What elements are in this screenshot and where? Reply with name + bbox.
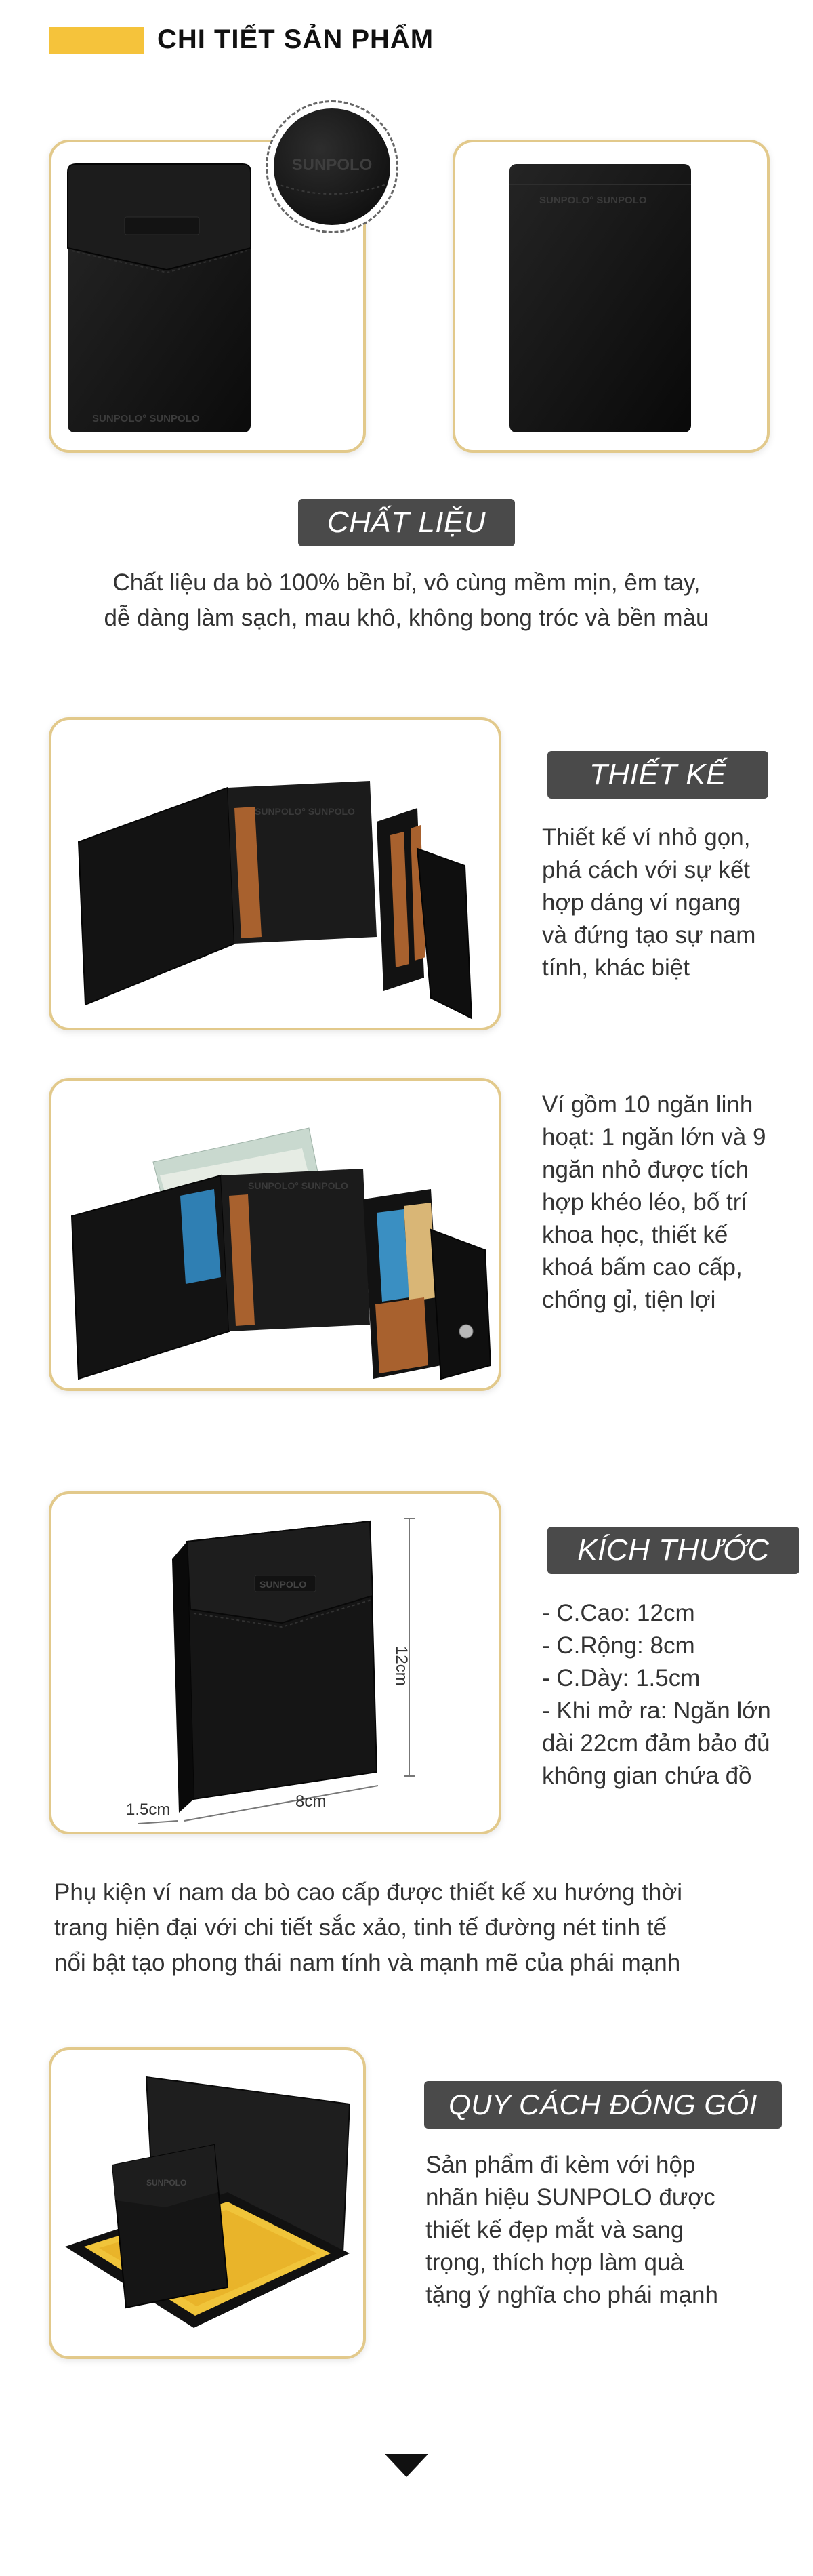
wallet-open-photo — [49, 717, 501, 1030]
triangle-down-icon[interactable] — [385, 2454, 428, 2477]
gift-box-photo — [49, 2047, 366, 2359]
dimension-depth-label: 1.5cm — [126, 1800, 171, 1819]
design-line: Thiết kế ví nhỏ gọn, — [542, 824, 751, 851]
size-line: không gian chứa đồ — [542, 1763, 752, 1789]
compartments-line: ngăn nhỏ được tích — [542, 1156, 749, 1183]
compartments-line: hoạt: 1 ngăn lớn và 9 — [542, 1124, 766, 1150]
packaging-label: QUY CÁCH ĐÓNG GÓI — [424, 2081, 782, 2129]
compartments-description — [542, 1089, 793, 1316]
packaging-description — [425, 2149, 791, 2312]
summary-line: Phụ kiện ví nam da bò cao cấp được thiết kế xu hướng thời — [54, 1879, 683, 1906]
wallet-back-photo — [453, 140, 770, 453]
leather-zoom-circle — [266, 100, 398, 233]
compartments-brand-emboss: SUNPOLO° SUNPOLO — [248, 1180, 348, 1191]
size-line: - Khi mở ra: Ngăn lớn — [542, 1697, 771, 1724]
packaging-line: thiết kế đẹp mắt và sang — [425, 2217, 684, 2243]
size-label: KÍCH THƯỚC — [547, 1527, 799, 1574]
open-wallet-brand-emboss: SUNPOLO° SUNPOLO — [255, 806, 355, 817]
packaging-line: trọng, thích hợp làm quà — [425, 2249, 684, 2276]
compartments-line: hợp khéo léo, bố trí — [542, 1189, 748, 1215]
packaging-line: Sản phẩm đi kèm với hộp — [425, 2152, 696, 2178]
size-line: dài 22cm đảm bảo đủ — [542, 1730, 770, 1756]
compartments-line: khoá bấm cao cấp, — [542, 1254, 743, 1281]
packaging-line: tặng ý nghĩa cho phái mạnh — [425, 2282, 718, 2308]
material-description — [27, 565, 786, 636]
wallet-compartments-photo — [49, 1078, 501, 1391]
size-line: - C.Cao: 12cm — [542, 1600, 695, 1626]
design-line: và đứng tạo sự nam — [542, 922, 756, 948]
compartments-line: Ví gồm 10 ngăn linh — [542, 1091, 753, 1118]
size-description — [542, 1597, 799, 1792]
wallet-brand-emboss: SUNPOLO° SUNPOLO — [92, 413, 200, 424]
design-line: hợp dáng ví ngang — [542, 889, 741, 916]
size-line: - C.Dày: 1.5cm — [542, 1665, 701, 1691]
size-brand-emboss: SUNPOLO — [259, 1579, 307, 1590]
design-line: tính, khác biệt — [542, 954, 690, 981]
material-line: dễ dàng làm sạch, mau khô, không bong tróc và bền màu — [104, 605, 709, 631]
summary-line: trang hiện đại với chi tiết sắc xảo, tinh tế đường nét tinh tế — [54, 1914, 667, 1941]
dimension-width-label: 8cm — [295, 1792, 327, 1811]
material-label: CHẤT LIỆU — [298, 499, 515, 546]
design-line: phá cách với sự kết — [542, 857, 751, 883]
compartments-line: chống gỉ, tiện lợi — [542, 1287, 716, 1313]
header-accent-bar — [49, 27, 144, 54]
design-label: THIẾT KẾ — [547, 751, 768, 799]
compartments-line: khoa học, thiết kế — [542, 1222, 728, 1248]
gift-box-brand-emboss: SUNPOLO — [146, 2178, 187, 2188]
wallet-back-brand-emboss: SUNPOLO° SUNPOLO — [539, 195, 647, 206]
zoom-brand-emboss: SUNPOLO — [291, 156, 373, 174]
packaging-line: nhãn hiệu SUNPOLO được — [425, 2184, 715, 2211]
page-title: CHI TIẾT SẢN PHẨM — [157, 24, 434, 54]
summary-line: nổi bật tạo phong thái nam tính và mạnh mẽ của phái mạnh — [54, 1950, 681, 1976]
design-description — [542, 822, 786, 984]
wallet-dimensions-photo — [49, 1491, 501, 1834]
summary-description — [54, 1875, 786, 1981]
material-line: Chất liệu da bò 100% bền bỉ, vô cùng mềm mịn, êm tay, — [112, 569, 701, 596]
dimension-height-label: 12cm — [392, 1646, 411, 1686]
size-line: - C.Rộng: 8cm — [542, 1632, 695, 1659]
